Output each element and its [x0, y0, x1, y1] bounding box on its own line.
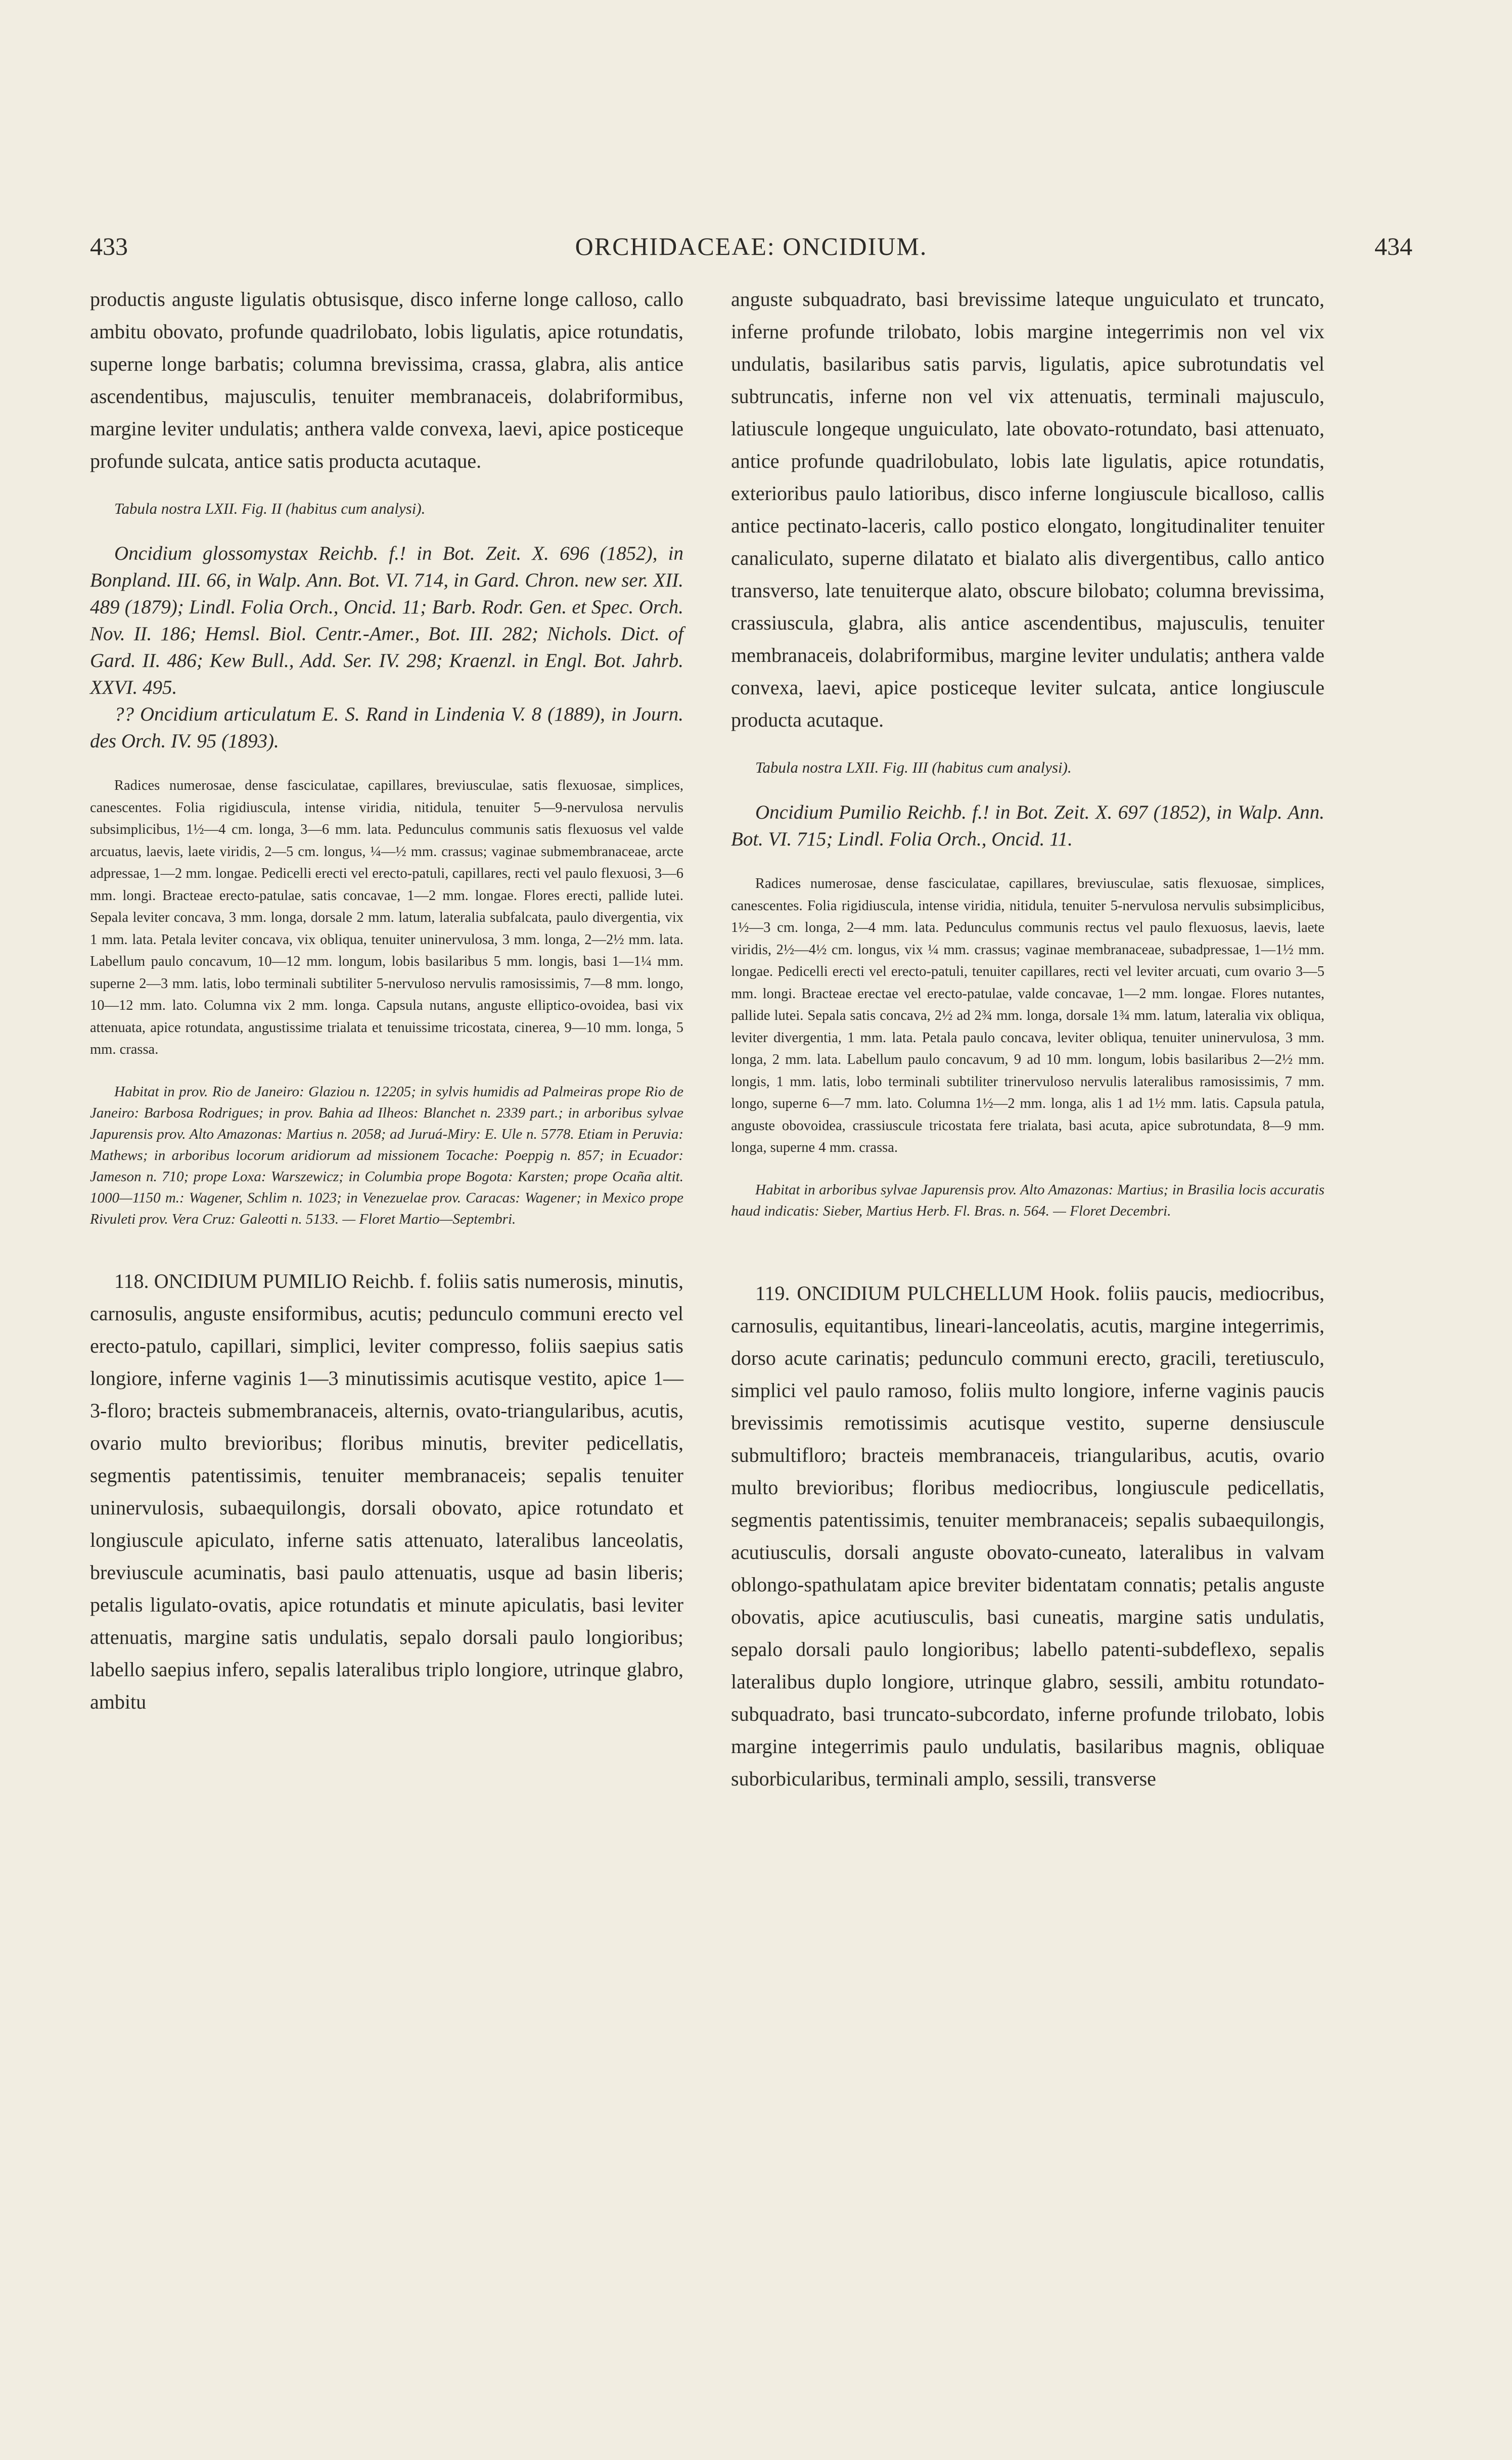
running-title: ORCHIDACEAE: ONCIDIUM.: [575, 232, 928, 260]
left-column: [90, 283, 683, 1718]
plate-reference: Tabula nostra LXII. Fig. III (habitus cum analysi).: [755, 758, 1072, 776]
synonymy: Oncidium glossomystax Reichb. f.! in Bot. Zeit. X. 696 (1852), in Bonpland. III. 66, in Walp. Ann. Bot. VI. 714, in Gard. Chron. new ser. XII. 489 (1879); Lindl. Folia Orch., Oncid. 11; Barb. Rodr. Gen. et Spec. Orch. Nov. II. 186; Hemsl. Biol. Centr.-Amer., Bot. III. 282; Nichols. Dict. of Gard. II. 486; Kew Bull., Add. Ser. IV. 298; Kraenzl. in Engl. Bot. Jahrb. XXVI. 495.: [90, 543, 683, 698]
synonymy: Oncidium Pumilio Reichb. f.! in Bot. Zeit. X. 697 (1852), in Walp. Ann. Bot. VI. 715; Lindl. Folia Orch., Oncid. 11.: [731, 801, 1324, 850]
page-number-left: 433: [90, 232, 128, 260]
right-column: [731, 283, 1324, 1795]
species-entry-118: 118. ONCIDIUM PUMILIO Reichb. f. foliis satis numerosis, minutis, carnosulis, anguste ensiformibus, acutis; pedunculo communi erecto vel erecto-patulo, capillari, simplici, leviter compresso, foliis saepius satis longiore, inferne vaginis 1—3 minutissimis acutisque vestito, apice 1—3-floro; bracteis submembranaceis, alternis, ovato-triangularibus, acutis, ovario multo brevioribus; floribus minutis, breviter pedicellatis, segmentis patentissimis, tenuiter membranaceis; sepalis tenuiter uninervulosis, subaequilongis, dorsali obovato, apice rotundato et longiuscule apiculato, inferne satis attenuato, lateralibus lanceolatis, breviuscule acuminatis, basi paulo attenuatis, usque ad basin liberis; petalis ligulato-ovatis, apice rotundatis et minute apiculatis, basi leviter attenuatis, margine satis undulatis, sepalo dorsali paulo longioribus; labello saepius infero, sepalis lateralibus triplo longiore, utrinque glabro, ambitu: [90, 1269, 683, 1713]
habitat: Habitat in arboribus sylvae Japurensis prov. Alto Amazonas: Martius; in Brasilia locis accuratis haud indicatis: Sieber, Martius Herb. Fl. Bras. n. 564. — Floret Decembri.: [731, 1181, 1324, 1219]
continued-description: anguste subquadrato, basi brevissime lateque unguiculato et truncato, inferne profunde trilobato, lobis margine integerrimis non vel vix undulatis, basilaribus satis parvis, ligulatis, apice subrotundatis vel subtruncatis, inferne non vel vix attenuatis, terminali majusculo, latiuscule longeque unguiculato, late obovato-rotundato, basi attenuato, antice profunde quadrilobulato, lobis late ligulatis, apice rotundatis, exterioribus paulo latioribus, disco inferne longiuscule bicalloso, callis antice pectinato-laceris, callo postico elongato, longitudinaliter tenuiter canaliculato, superne dilatato et bialato alis divergentibus, callo antico transverso, late tenuiterque alato, obscure bilobato; columna brevissima, crassiuscula, glabra, alis antice ascendentibus, majusculis, tenuiter membranaceis, dolabriformibus, margine leviter undulatis; anthera valde convexa, laevi, apice posticeque leviter sulcata, antice longiuscule producta acutaque.: [731, 288, 1324, 731]
habitat: Habitat in prov. Rio de Janeiro: Glaziou n. 12205; in sylvis humidis ad Palmeiras prope Rio de Janeiro: Barbosa Rodrigues; in prov. Bahia ad Ilheos: Blanchet n. 2339 part.; in arboribus sylvae Japurensis prov. Alto Amazonas: Martius n. 2058; ad Juruá-Miry: E. Ule n. 5778. Etiam in Peruvia: Mathews; in arboribus locorum aridiorum ad missionem Tocache: Poeppig n. 857; in Ecuador: Jameson n. 710; prope Loxa: Warszewicz; in Columbia prope Bogota: Karsten; prope Ocaña altit. 1000—1150 m.: Wagener, Schlim n. 1023; in Venezuelae prov. Caracas: Wagener; in Mexico prope Rivuleti prov. Vera Cruz: Galeotti n. 5133. — Floret Martio—Septembri.: [90, 1083, 683, 1227]
page-number-right: 434: [1374, 232, 1412, 260]
species-entry-119: 119. ONCIDIUM PULCHELLUM Hook. foliis paucis, mediocribus, carnosulis, equitantibus, lineari-lanceolatis, acutis, margine integerrimis, dorso acute carinatis; pedunculo communi erecto, gracili, teretiusculo, simplici vel paulo ramoso, foliis multo longiore, inferne vaginis paucis brevissimis remotissimis acutisque vestito, superne densiuscule submultifloro; bracteis membranaceis, triangularibus, acutis, ovario multo brevioribus; floribus mediocribus, longiuscule pedicellatis, segmentis patentissimis, tenuiter membranaceis; sepalis subaequilongis, acutiusculis, dorsali anguste obovato-cuneato, lateralibus in valvam oblongo-spathulatam apice breviter bidentatam connatis; petalis anguste obovatis, apice acutiusculis, basi cuneatis, margine satis undulatis, sepalo dorsali paulo longioribus; labello patenti-subdeflexo, sepalis lateralibus duplo longiore, utrinque glabro, sessili, ambitu rotundato-subquadrato, basi truncato-subcordato, inferne profunde trilobato, lobis margine integerrimis paulo undulatis, basilaribus magnis, obliquae suborbicularibus, terminali amplo, sessili, transverse: [731, 1281, 1324, 1790]
synonymy-doubtful: ?? Oncidium articulatum E. S. Rand in Lindenia V. 8 (1889), in Journ. des Orch. IV. 95 (1893).: [90, 703, 683, 752]
species-description: Radices numerosae, dense fasciculatae, capillares, breviusculae, satis flexuosae, simplices, canescentes. Folia rigidiuscula, intense viridia, nitidula, tenuiter 5-nervulosa nervulis subsimplicibus, 1½—3 cm. longa, 2—4 mm. lata. Pedunculus communis rectus vel paulo flexuosus, laevis, laete viridis, 2½—4½ cm. longus, vix ¼ mm. crassus; vaginae membranaceae, subadpressae, 1—1½ mm. longae. Pedicelli erecti vel erecto-patuli, tenuiter capillares, recti vel leviter arcuati, cum ovario 3—5 mm. longi. Bracteae erectae vel erecto-patulae, valde concavae, 1—2 mm. longae. Flores nutantes, pallide lutei. Sepala satis concava, 2½ ad 2¾ mm. longa, dorsale 1¾ mm. latum, lateralia vix obliqua, leviter divergentia, 1 mm. lata. Petala paulo concava, leviter obliqua, tenuiter uninervulosa, 3 mm. longa, 2 mm. lata. Labellum paulo concavum, 9 ad 10 mm. longum, lobis basilaribus 2—2½ mm. longis, 1 mm. latis, lobo terminali subtiliter trinervuloso nervulis lateralibus ramosissimis, 7 mm. longo, superne 6—7 mm. lato. Columna 1½—2 mm. longa, alis 1 ad 1½ mm. latis. Capsula patula, anguste obovoidea, crassiuscule tricostata fere trialata, basi acuta, apice subrotundata, 8—9 mm. longa, superne 4 mm. crassa.: [731, 876, 1324, 1155]
species-description: Radices numerosae, dense fasciculatae, capillares, breviusculae, satis flexuosae, simplices, canescentes. Folia rigidiuscula, intense viridia, nitidula, tenuiter 5—9-nervulosa nervulis subsimplicibus, 1½—4 cm. longa, 3—6 mm. lata. Pedunculus communis satis flexuosus vel valde arcuatus, laevis, laete viridis, 2—5 cm. longus, ¼—½ mm. crassus; vaginae submembranaceae, arcte adpressae, 1—2 mm. longae. Pedicelli erecti vel erecto-patuli, capillares, recti vel paulo flexuosi, 3—6 mm. longi. Bracteae erecto-patulae, satis concavae, 1—2 mm. longae. Flores erecti, pallide lutei. Sepala leviter concava, 3 mm. longa, dorsale 2 mm. latum, lateralia subfalcata, paulo divergentia, vix 1 mm. lata. Petala leviter concava, vix obliqua, tenuiter uninervulosa, 3 mm. longa, 2—2½ mm. lata. Labellum paulo concavum, 10—12 mm. longum, lobis basilaribus 5 mm. longis, basi 1—1¼ mm. superne 2—3 mm. latis, lobo terminali subtiliter 5-nervuloso nervulis ramosissimis, 7—8 mm. longo, 10—12 mm. lato. Columna vix 2 mm. longa. Capsula nutans, anguste elliptico-ovoidea, basi vix attenuata, apice rotundata, angustissime trialata et tenuissime tricostata, cinerea, 9—10 mm. longa, 5 mm. crassa.: [90, 778, 683, 1057]
page-header: [90, 232, 1412, 267]
continued-description: productis anguste ligulatis obtusisque, disco inferne longe calloso, callo ambitu obovato, profunde quadrilobato, lobis ligulatis, apice rotundatis, superne longe barbatis; columna brevissima, crassa, glabra, alis antice ascendentibus, majusculis, tenuiter membranaceis, dolabriformibus, margine leviter undulatis; anthera valde convexa, laevi, apice posticeque profunde sulcata, antice satis producta acutaque.: [90, 288, 683, 472]
plate-reference: Tabula nostra LXII. Fig. II (habitus cum analysi).: [114, 500, 426, 517]
